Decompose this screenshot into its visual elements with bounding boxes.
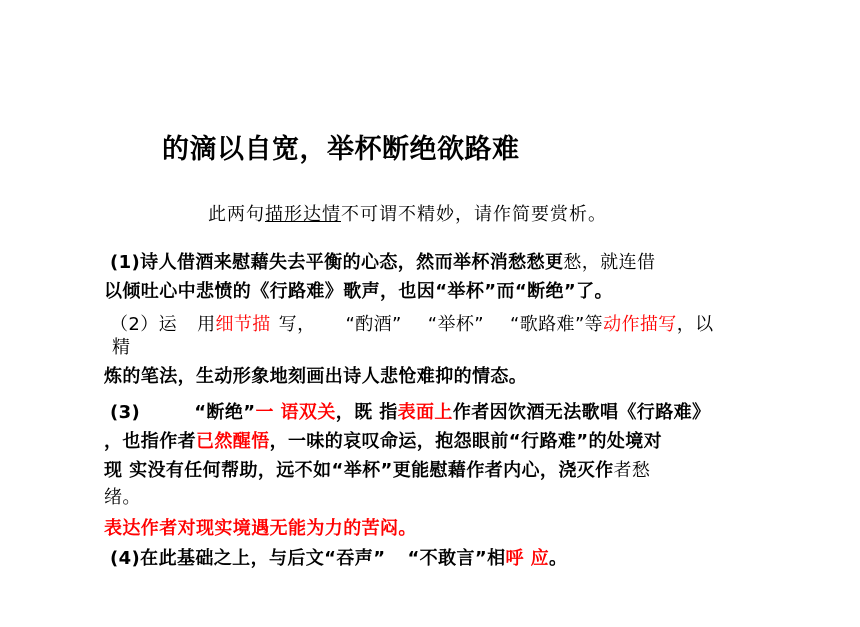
p2-line3: 炼的笔法，生动形象地刻画出诗人悲怆难抑的情态。 [104,366,528,387]
question-line [208,200,607,226]
p4-mid: “不敢言”相 [407,548,506,569]
p2-red2: 动作描写 [603,314,677,335]
p2-num: （2）运 [110,314,178,335]
p3-line1 [110,398,710,424]
question-underlined: 描形达情 [265,204,341,225]
p2-line1 [110,310,714,336]
p3-line3 [104,456,650,482]
p2-q2: “举杯” [427,314,485,335]
p1-line1-bold: (1)诗人借酒来慰藉失去平衡的心态，然而举杯消愁愁更 [110,252,564,273]
p3-num: (3) [110,402,141,423]
p2-tail: ，以 [676,314,714,335]
p3-line3-a: 现 实没有任何帮助，远不如“举杯”更能慰藉作者内心，浇灭作 [104,460,614,481]
question-pre: 此两句 [208,204,265,225]
p3-red1: 一 语双关 [255,402,336,423]
p4-end: 。 [548,548,568,569]
p2-q1: “酌酒” [345,314,402,335]
p2-yong: 用 [197,314,216,335]
p3-line2-b: ，一味的哀叹命运，抱怨眼前“行路难”的处境对 [269,431,663,452]
p4-line [110,544,567,570]
p2-line2: 精 [112,337,131,358]
p2-red1: 细节描 [215,314,271,335]
p3-red3: 已然醒悟 [196,431,270,452]
question-post: 不可谓不精妙，请作简要赏析。 [341,204,607,225]
p4-red: 呼 应 [505,548,549,569]
p3-red2: 表面上 [397,402,453,423]
p1-line1 [110,248,655,274]
p1-line1-normal: 愁，就连借 [563,252,656,273]
p3-line3-b: 者愁 [613,460,651,481]
p3-line4: 绪。 [104,487,141,508]
p3-mid1: ，既 指 [335,402,398,423]
p3-line5: 表达作者对现实境遇无能为力的苦闷。 [104,518,417,539]
p3-mid2: 作者因饮酒无法歌唱《行路难》 [452,402,711,423]
p3-duan: “断绝” [194,402,256,423]
p2-q3: “歌路难”等 [510,314,604,335]
p2-xie: 写， [278,314,316,335]
p4-pre: (4)在此基础之上，与后文“吞声” [110,548,386,569]
p3-line2 [104,427,662,453]
p1-line2: 以倾吐心中悲愤的《行路难》歌声，也因“举杯”而“断绝”了。 [104,281,613,302]
slide-title: 的滴以自宽，举杯断绝欲路难 [162,134,520,165]
p3-line2-a: ，也指作者 [104,431,196,452]
